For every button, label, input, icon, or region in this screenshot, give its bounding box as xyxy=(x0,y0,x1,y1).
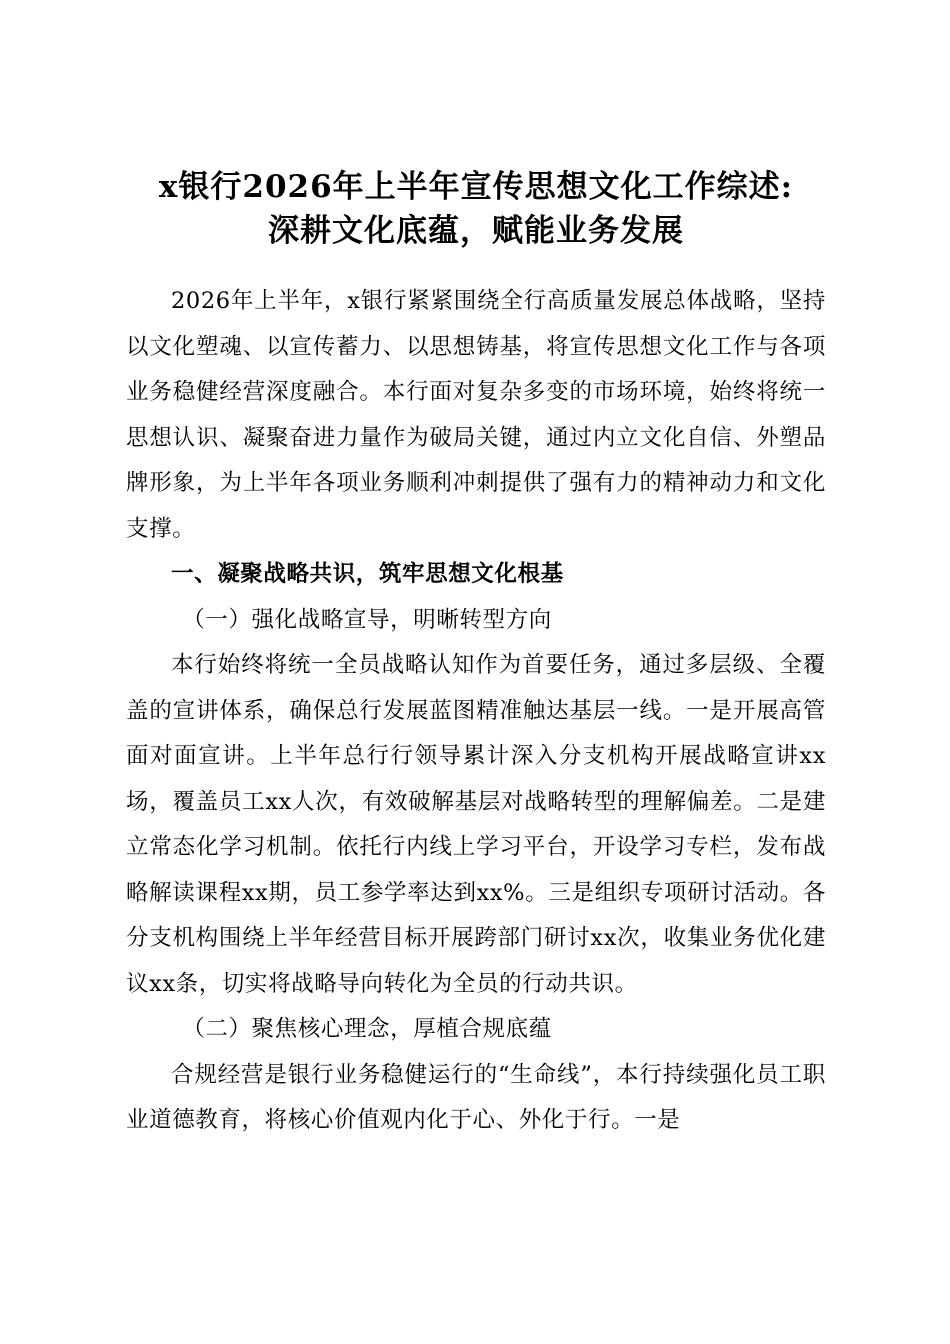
document-page xyxy=(126,165,826,1144)
document-title xyxy=(126,165,826,253)
section-heading-1: 一、凝聚战略共识，筑牢思想文化根基 xyxy=(171,561,564,587)
title-line-1: x银行2026年上半年宣传思想文化工作综述: xyxy=(158,169,794,205)
subsection-heading-2: （二）聚焦核心理念，厚植合规底蕴 xyxy=(182,1016,552,1042)
intro-paragraph: 2026年上半年，x银行紧紧围绕全行高质量发展总体战略，坚持以文化塑魂、以宣传蓄力、以思想铸基，将宣传思想文化工作与各项业务稳健经营深度融合。本行面对复杂多变的市场环境，始终将统一思想认识、凝聚奋进力量作为破局关键，通过内立文化自信、外塑品牌形象，为上半年各项业务顺利冲刺提供了强有力的精神动力和文化支撑。 xyxy=(126,288,826,542)
subsection-1-paragraph: 本行始终将统一全员战略认知作为首要任务，通过多层级、全覆盖的宣讲体系，确保总行发展蓝图精准触达基层一线。一是开展高管面对面宣讲。上半年总行行领导累计深入分支机构开展战略宣讲xx场，覆盖员工xx人次，有效破解基层对战略转型的理解偏差。二是建立常态化学习机制。依托行内线上学习平台，开设学习专栏，发布战略解读课程xx期，员工参学率达到xx%。三是组织专项研讨活动。各分支机构围绕上半年经营目标开展跨部门研讨xx次，收集业务优化建议xx条，切实将战略导向转化为全员的行动共识。 xyxy=(126,652,826,997)
title-line-2: 深耕文化底蕴，赋能业务发展 xyxy=(268,213,684,249)
subsection-heading-1: （一）强化战略宣导，明晰转型方向 xyxy=(182,606,552,633)
subsection-2-paragraph: 合规经营是银行业务稳健运行的“生命线”，本行持续强化员工职业道德教育，将核心价值观内化于心、外化于行。一是 xyxy=(126,1061,826,1133)
